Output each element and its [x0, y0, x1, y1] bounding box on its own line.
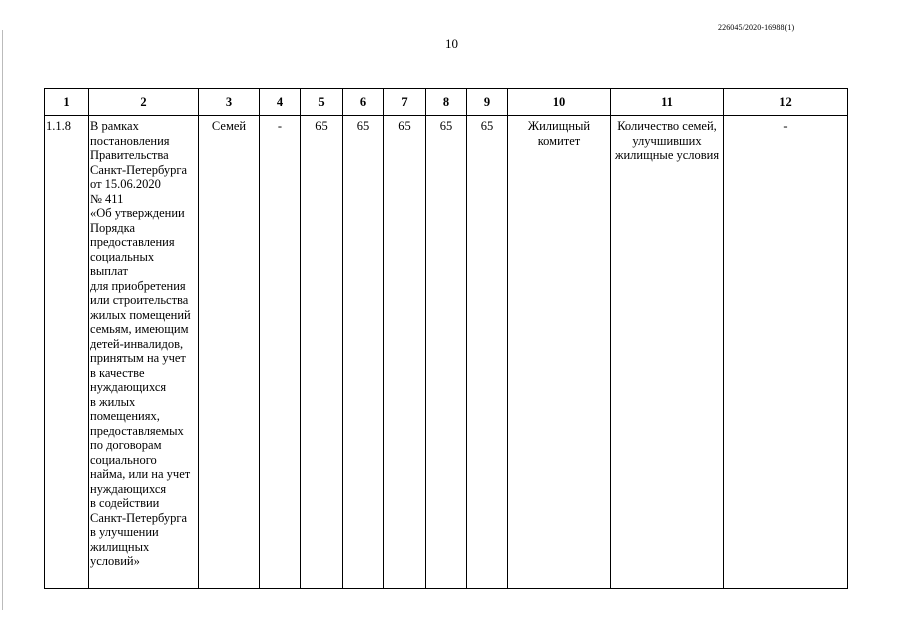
column-header: 3 — [199, 89, 260, 116]
page-number: 10 — [445, 36, 458, 51]
column-header: 12 — [724, 89, 848, 116]
column-header: 11 — [611, 89, 724, 116]
value-cell: 65 — [343, 116, 384, 589]
item-number: 1.1.8 — [45, 116, 89, 589]
table-row — [45, 116, 848, 589]
column-header: 10 — [508, 89, 611, 116]
value-cell: 65 — [426, 116, 467, 589]
document-id: 226045/2020-16988(1) — [718, 23, 795, 32]
value-cell: - — [724, 116, 848, 589]
column-header: 1 — [45, 89, 89, 116]
column-header: 9 — [467, 89, 508, 116]
executor-cell: Жилищный комитет — [508, 116, 611, 589]
unit-cell: Семей — [199, 116, 260, 589]
column-header: 2 — [89, 89, 199, 116]
indicator-cell: Количество семей, улучшивших жилищные условия — [611, 116, 724, 589]
column-header: 4 — [260, 89, 301, 116]
value-cell: - — [260, 116, 301, 589]
table-header-row — [45, 89, 848, 116]
item-description: В рамках постановления Правительства Санкт-Петербурга от 15.06.2020 № 411 «Об утверждении Порядка предоставления социальных выплат для приобретения или строительства жилых помещений семьям, имеющим детей-инвалидов, принятым на учет в качестве нуждающихся в жилых помещениях, предоставляемых по договорам социального найма, или на учет нуждающихся в содействии Санкт-Петербурга в улучшении жилищных условий» — [89, 116, 199, 589]
value-cell: 65 — [384, 116, 426, 589]
column-header: 8 — [426, 89, 467, 116]
value-cell: 65 — [467, 116, 508, 589]
value-cell: 65 — [301, 116, 343, 589]
column-header: 6 — [343, 89, 384, 116]
program-table — [44, 88, 848, 589]
column-header: 7 — [384, 89, 426, 116]
column-header: 5 — [301, 89, 343, 116]
page-edge-line — [2, 30, 3, 610]
